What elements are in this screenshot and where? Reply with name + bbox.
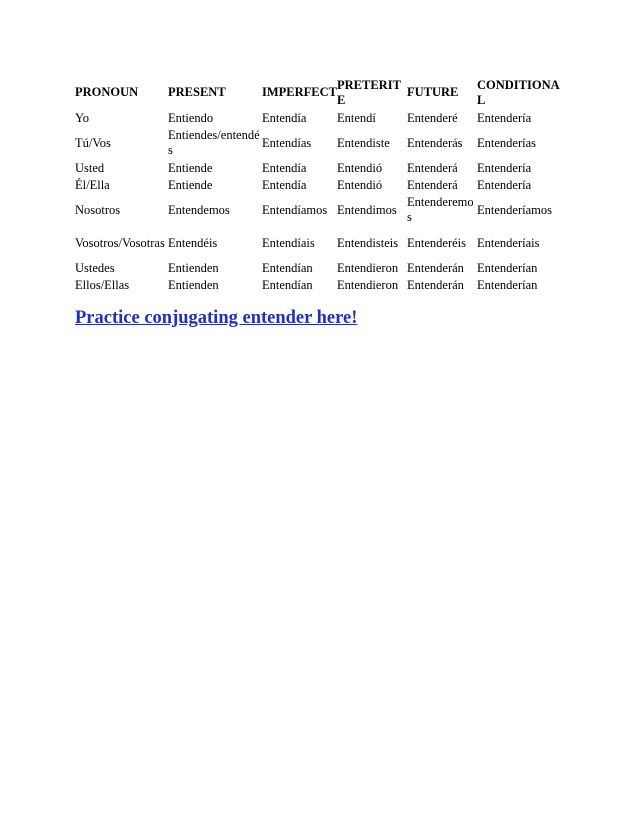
table-row [75,110,565,127]
conjugation-table [75,76,565,294]
table-cell: Entenderás [407,135,463,150]
table-cell: Entenderías [477,135,537,150]
table-cell: Entendemos [168,202,230,217]
table-cell: Entendían [262,260,313,275]
table-cell: Ustedes [75,260,115,275]
table-cell: Entenderían [477,260,538,275]
table-cell: Entendieron [337,277,399,292]
table-cell: Entendería [477,160,532,175]
table-header-row [75,76,565,110]
header-future: FUTURE [407,85,459,99]
table-cell: Nosotros [75,202,121,217]
header-imperfect: IMPERFECT [262,85,337,99]
table-cell: Entienden [168,277,219,292]
table-row [75,260,565,277]
table-row [75,194,565,227]
table-cell: Entendimos [337,202,397,217]
table-cell: Entenderá [407,160,458,175]
table-cell: Entenderé [407,110,458,125]
table-cell: Ellos/Ellas [75,277,130,292]
table-cell: Entendería [477,177,532,192]
table-cell: Entenderán [407,260,464,275]
table-cell: Entendiste [337,135,390,150]
table-row [75,177,565,194]
table-cell: Entiende [168,177,213,192]
table-cell: Yo [75,110,90,125]
table-cell: Entendía [262,160,307,175]
header-preterite: PRETERITE [337,77,401,107]
table-cell: Entenderá [407,177,458,192]
table-row [75,277,565,294]
table-cell: Entienden [168,260,219,275]
table-cell: Vosotros/Vosotras [75,235,165,250]
table-row [75,227,565,260]
table-cell: Entiende [168,160,213,175]
table-cell: Entenderéis [407,235,467,250]
table-cell: Entenderíais [477,235,540,250]
header-conditional: CONDITIONAL [477,77,560,107]
table-cell: Entendía [262,110,307,125]
table-cell: Entendíais [262,235,315,250]
header-present: PRESENT [168,85,226,99]
practice-conjugating-link[interactable]: Practice conjugating entender here! [75,308,358,328]
header-pronoun: PRONOUN [75,85,139,99]
table-cell: Tú/Vos [75,135,111,150]
table-cell: Entendían [262,277,313,292]
table-cell: Entiendo [168,110,214,125]
table-cell: Entenderemos [407,195,474,224]
table-cell: Entendías [262,135,312,150]
table-cell: Él/Ella [75,177,110,192]
table-row [75,127,565,160]
table-cell: Entendéis [168,235,218,250]
table-cell: Entendíamos [262,202,328,217]
table-cell: Entenderán [407,277,464,292]
table-cell: Entendió [337,160,383,175]
table-cell: Entenderían [477,277,538,292]
table-cell: Usted [75,160,105,175]
table-cell: Entenderíamos [477,202,552,217]
table-cell: Entendieron [337,260,399,275]
table-cell: Entendía [262,177,307,192]
table-cell: Entendisteis [337,235,399,250]
table-cell: Entendió [337,177,383,192]
table-cell: Entiendes/entendés [168,128,260,157]
table-row [75,160,565,177]
table-cell: Entendí [337,110,376,125]
table-cell: Entendería [477,110,532,125]
